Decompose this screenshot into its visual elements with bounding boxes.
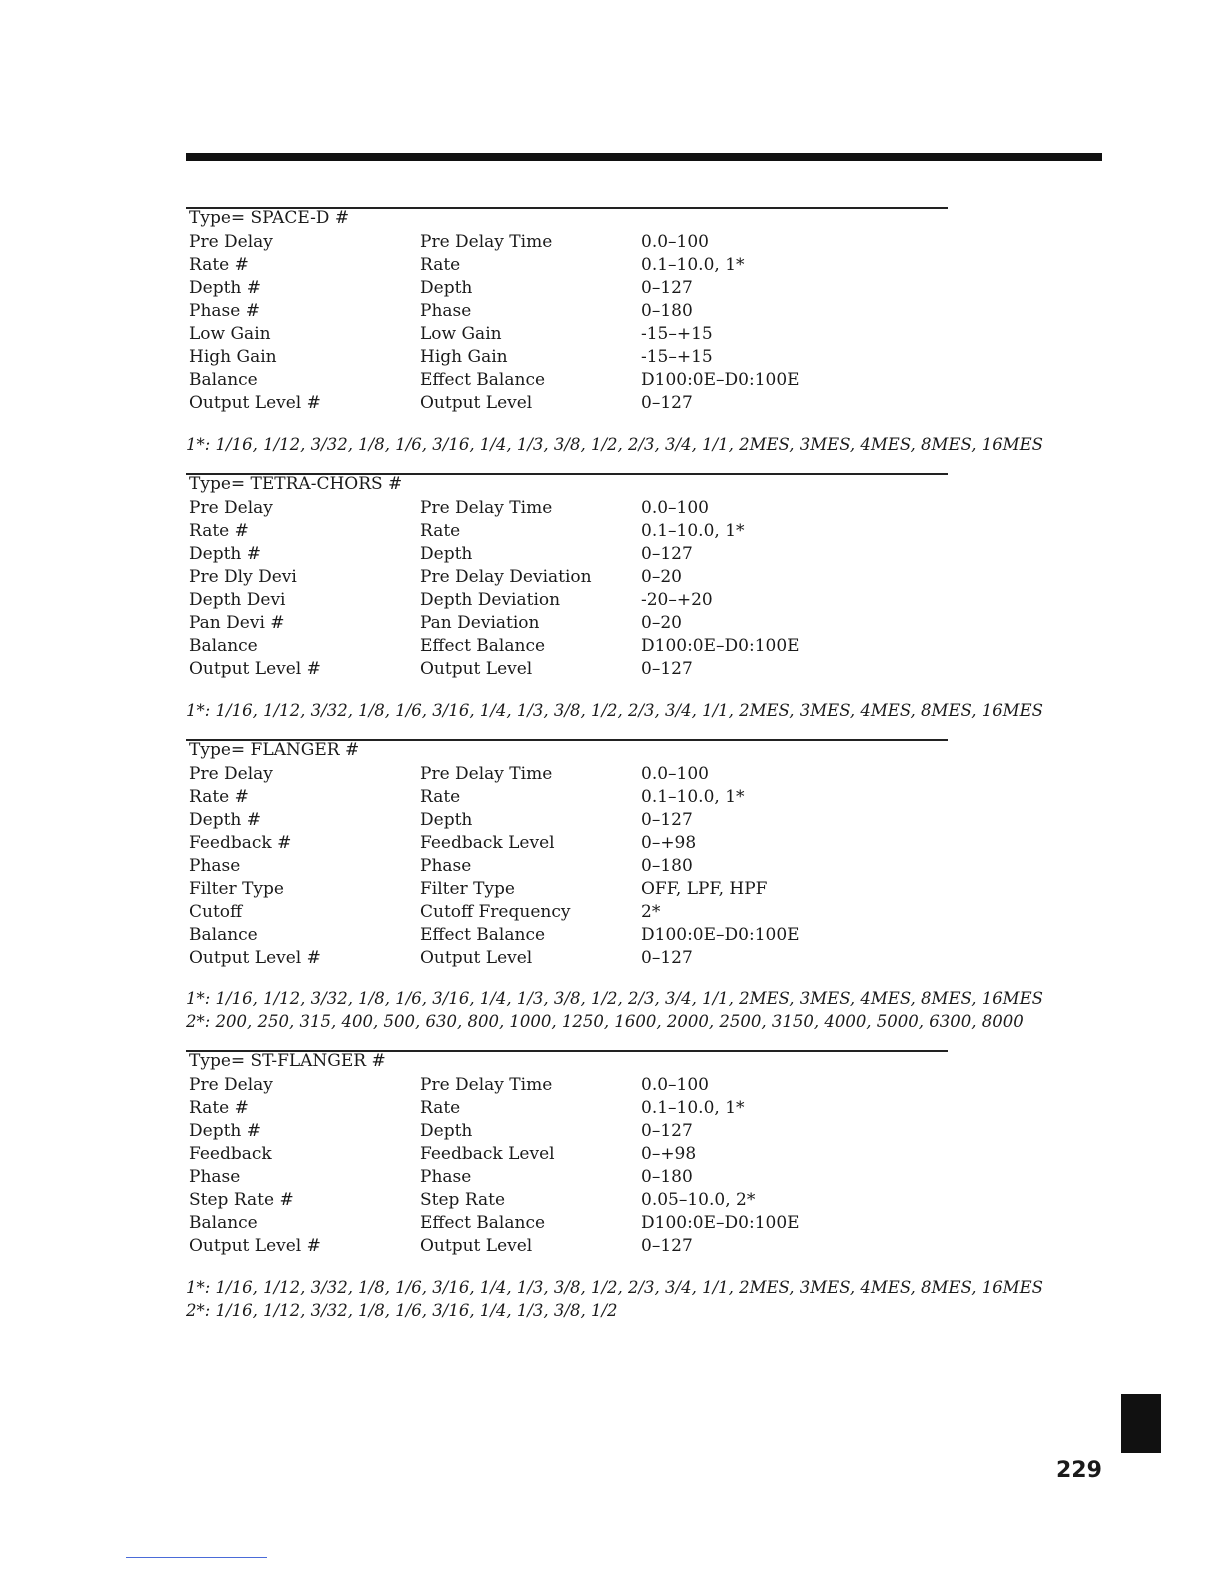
param-short-name: Depth # — [189, 1121, 262, 1141]
param-full-name: Rate — [420, 1098, 461, 1118]
param-short-name: Depth Devi — [189, 590, 286, 610]
param-range: 0.1–10.0, 1* — [641, 787, 745, 807]
footnote: 1*: 1/16, 1/12, 3/32, 1/8, 1/6, 3/16, 1/4, 1/3, 3/8, 1/2, 2/3, 3/4, 1/1, 2MES, 3MES, 4MES, 8MES, 16MES — [186, 701, 1043, 720]
param-range: OFF, LPF, HPF — [641, 879, 768, 899]
param-full-name: Rate — [420, 255, 461, 275]
param-row — [189, 323, 949, 346]
param-short-name: Rate # — [189, 787, 249, 807]
param-short-name: Step Rate # — [189, 1190, 294, 1210]
param-short-name: Depth # — [189, 544, 262, 564]
param-short-name: Output Level # — [189, 393, 321, 413]
param-range: 0–20 — [641, 567, 682, 587]
param-row — [189, 369, 949, 392]
param-full-name: Pre Delay Time — [420, 1075, 553, 1095]
param-full-name: Cutoff Frequency — [420, 902, 571, 922]
type-label: Type= ST-FLANGER # — [189, 1051, 386, 1071]
param-row — [189, 392, 949, 415]
param-short-name: Output Level # — [189, 948, 321, 968]
param-range: D100:0E–D0:100E — [641, 370, 800, 390]
param-short-name: High Gain — [189, 347, 277, 367]
param-full-name: Output Level — [420, 659, 533, 679]
param-full-name: Phase — [420, 1167, 472, 1187]
page-edge-marker — [1121, 1394, 1161, 1453]
param-row — [189, 832, 949, 855]
param-full-name: Output Level — [420, 948, 533, 968]
param-range: 0.0–100 — [641, 498, 709, 518]
param-full-name: Output Level — [420, 1236, 533, 1256]
param-range: 0.1–10.0, 1* — [641, 521, 745, 541]
type-label: Type= SPACE-D # — [189, 208, 350, 228]
param-short-name: Rate # — [189, 1098, 249, 1118]
param-row — [189, 231, 949, 254]
param-row — [189, 901, 949, 924]
param-row — [189, 254, 949, 277]
param-row — [189, 1189, 949, 1212]
param-full-name: Rate — [420, 787, 461, 807]
param-full-name: Depth Deviation — [420, 590, 561, 610]
param-row — [189, 1120, 949, 1143]
param-range: 0.0–100 — [641, 764, 709, 784]
param-row — [189, 497, 949, 520]
param-row — [189, 1143, 949, 1166]
param-range: 0–+98 — [641, 1144, 697, 1164]
param-row — [189, 878, 949, 901]
footnote: 1*: 1/16, 1/12, 3/32, 1/8, 1/6, 3/16, 1/4, 1/3, 3/8, 1/2, 2/3, 3/4, 1/1, 2MES, 3MES, 4MES, 8MES, 16MES — [186, 435, 1043, 454]
param-full-name: Depth — [420, 1121, 473, 1141]
param-short-name: Phase — [189, 1167, 241, 1187]
footnote: 2*: 200, 250, 315, 400, 500, 630, 800, 1000, 1250, 1600, 2000, 2500, 3150, 4000, 5000, 6300, 8000 — [186, 1012, 1024, 1031]
param-range: -15–+15 — [641, 347, 713, 367]
param-full-name: Pan Deviation — [420, 613, 540, 633]
param-row — [189, 520, 949, 543]
param-row — [189, 947, 949, 970]
param-short-name: Balance — [189, 925, 258, 945]
param-range: 0–127 — [641, 1236, 693, 1256]
param-short-name: Balance — [189, 370, 258, 390]
param-short-name: Phase — [189, 856, 241, 876]
param-row — [189, 786, 949, 809]
param-short-name: Feedback # — [189, 833, 292, 853]
param-range: 0–127 — [641, 810, 693, 830]
param-short-name: Depth # — [189, 278, 262, 298]
page-number: 229 — [1056, 1458, 1102, 1483]
param-full-name: Step Rate — [420, 1190, 506, 1210]
param-short-name: Pre Dly Devi — [189, 567, 297, 587]
param-short-name: Feedback — [189, 1144, 272, 1164]
param-row — [189, 566, 949, 589]
param-range: 0–20 — [641, 613, 682, 633]
param-range: D100:0E–D0:100E — [641, 1213, 800, 1233]
param-range: 0.0–100 — [641, 1075, 709, 1095]
param-range: -20–+20 — [641, 590, 713, 610]
type-label: Type= FLANGER # — [189, 740, 360, 760]
param-range: 0–180 — [641, 301, 693, 321]
param-short-name: Pre Delay — [189, 498, 273, 518]
param-short-name: Rate # — [189, 255, 249, 275]
param-short-name: Output Level # — [189, 1236, 321, 1256]
param-row — [189, 763, 949, 786]
param-range: -15–+15 — [641, 324, 713, 344]
param-range: 2* — [641, 902, 661, 922]
param-full-name: Effect Balance — [420, 1213, 546, 1233]
param-row — [189, 1212, 949, 1235]
param-range: 0–127 — [641, 393, 693, 413]
param-full-name: Filter Type — [420, 879, 515, 899]
param-range: 0.05–10.0, 2* — [641, 1190, 756, 1210]
footnote: 1*: 1/16, 1/12, 3/32, 1/8, 1/6, 3/16, 1/4, 1/3, 3/8, 1/2, 2/3, 3/4, 1/1, 2MES, 3MES, 4MES, 8MES, 16MES — [186, 1278, 1043, 1297]
param-row — [189, 924, 949, 947]
param-range: 0–127 — [641, 544, 693, 564]
param-row — [189, 346, 949, 369]
param-full-name: Effect Balance — [420, 925, 546, 945]
top-rule — [186, 153, 1102, 161]
param-full-name: High Gain — [420, 347, 508, 367]
param-short-name: Filter Type — [189, 879, 284, 899]
param-range: 0.1–10.0, 1* — [641, 255, 745, 275]
footnote: 2*: 1/16, 1/12, 3/32, 1/8, 1/6, 3/16, 1/4, 1/3, 3/8, 1/2 — [186, 1301, 618, 1320]
param-range: 0.1–10.0, 1* — [641, 1098, 745, 1118]
param-full-name: Feedback Level — [420, 833, 555, 853]
param-full-name: Depth — [420, 278, 473, 298]
param-row — [189, 809, 949, 832]
param-short-name: Phase # — [189, 301, 260, 321]
param-row — [189, 1235, 949, 1258]
param-range: 0–127 — [641, 1121, 693, 1141]
param-full-name: Pre Delay Time — [420, 232, 553, 252]
param-row — [189, 612, 949, 635]
param-short-name: Low Gain — [189, 324, 271, 344]
param-range: 0–180 — [641, 856, 693, 876]
param-range: 0–180 — [641, 1167, 693, 1187]
param-full-name: Pre Delay Deviation — [420, 567, 592, 587]
param-full-name: Pre Delay Time — [420, 498, 553, 518]
param-short-name: Balance — [189, 636, 258, 656]
param-short-name: Cutoff — [189, 902, 243, 922]
param-row — [189, 1097, 949, 1120]
param-row — [189, 635, 949, 658]
param-full-name: Depth — [420, 810, 473, 830]
param-short-name: Pre Delay — [189, 764, 273, 784]
param-full-name: Depth — [420, 544, 473, 564]
param-range: 0.0–100 — [641, 232, 709, 252]
param-short-name: Pre Delay — [189, 1075, 273, 1095]
param-row — [189, 658, 949, 681]
param-short-name: Depth # — [189, 810, 262, 830]
param-full-name: Feedback Level — [420, 1144, 555, 1164]
param-row — [189, 855, 949, 878]
param-full-name: Rate — [420, 521, 461, 541]
param-full-name: Effect Balance — [420, 636, 546, 656]
param-short-name: Output Level # — [189, 659, 321, 679]
param-full-name: Phase — [420, 856, 472, 876]
param-short-name: Balance — [189, 1213, 258, 1233]
param-range: D100:0E–D0:100E — [641, 925, 800, 945]
param-full-name: Effect Balance — [420, 370, 546, 390]
bottom-link-underline — [126, 1557, 267, 1558]
param-full-name: Pre Delay Time — [420, 764, 553, 784]
param-short-name: Pre Delay — [189, 232, 273, 252]
param-row — [189, 1166, 949, 1189]
param-row — [189, 589, 949, 612]
param-short-name: Pan Devi # — [189, 613, 285, 633]
param-full-name: Phase — [420, 301, 472, 321]
param-row — [189, 1074, 949, 1097]
param-row — [189, 543, 949, 566]
param-row — [189, 277, 949, 300]
param-range: 0–127 — [641, 278, 693, 298]
param-range: 0–127 — [641, 948, 693, 968]
param-range: 0–127 — [641, 659, 693, 679]
type-label: Type= TETRA-CHORS # — [189, 474, 403, 494]
param-full-name: Low Gain — [420, 324, 502, 344]
param-full-name: Output Level — [420, 393, 533, 413]
param-short-name: Rate # — [189, 521, 249, 541]
param-row — [189, 300, 949, 323]
param-range: D100:0E–D0:100E — [641, 636, 800, 656]
footnote: 1*: 1/16, 1/12, 3/32, 1/8, 1/6, 3/16, 1/4, 1/3, 3/8, 1/2, 2/3, 3/4, 1/1, 2MES, 3MES, 4MES, 8MES, 16MES — [186, 989, 1043, 1008]
param-range: 0–+98 — [641, 833, 697, 853]
